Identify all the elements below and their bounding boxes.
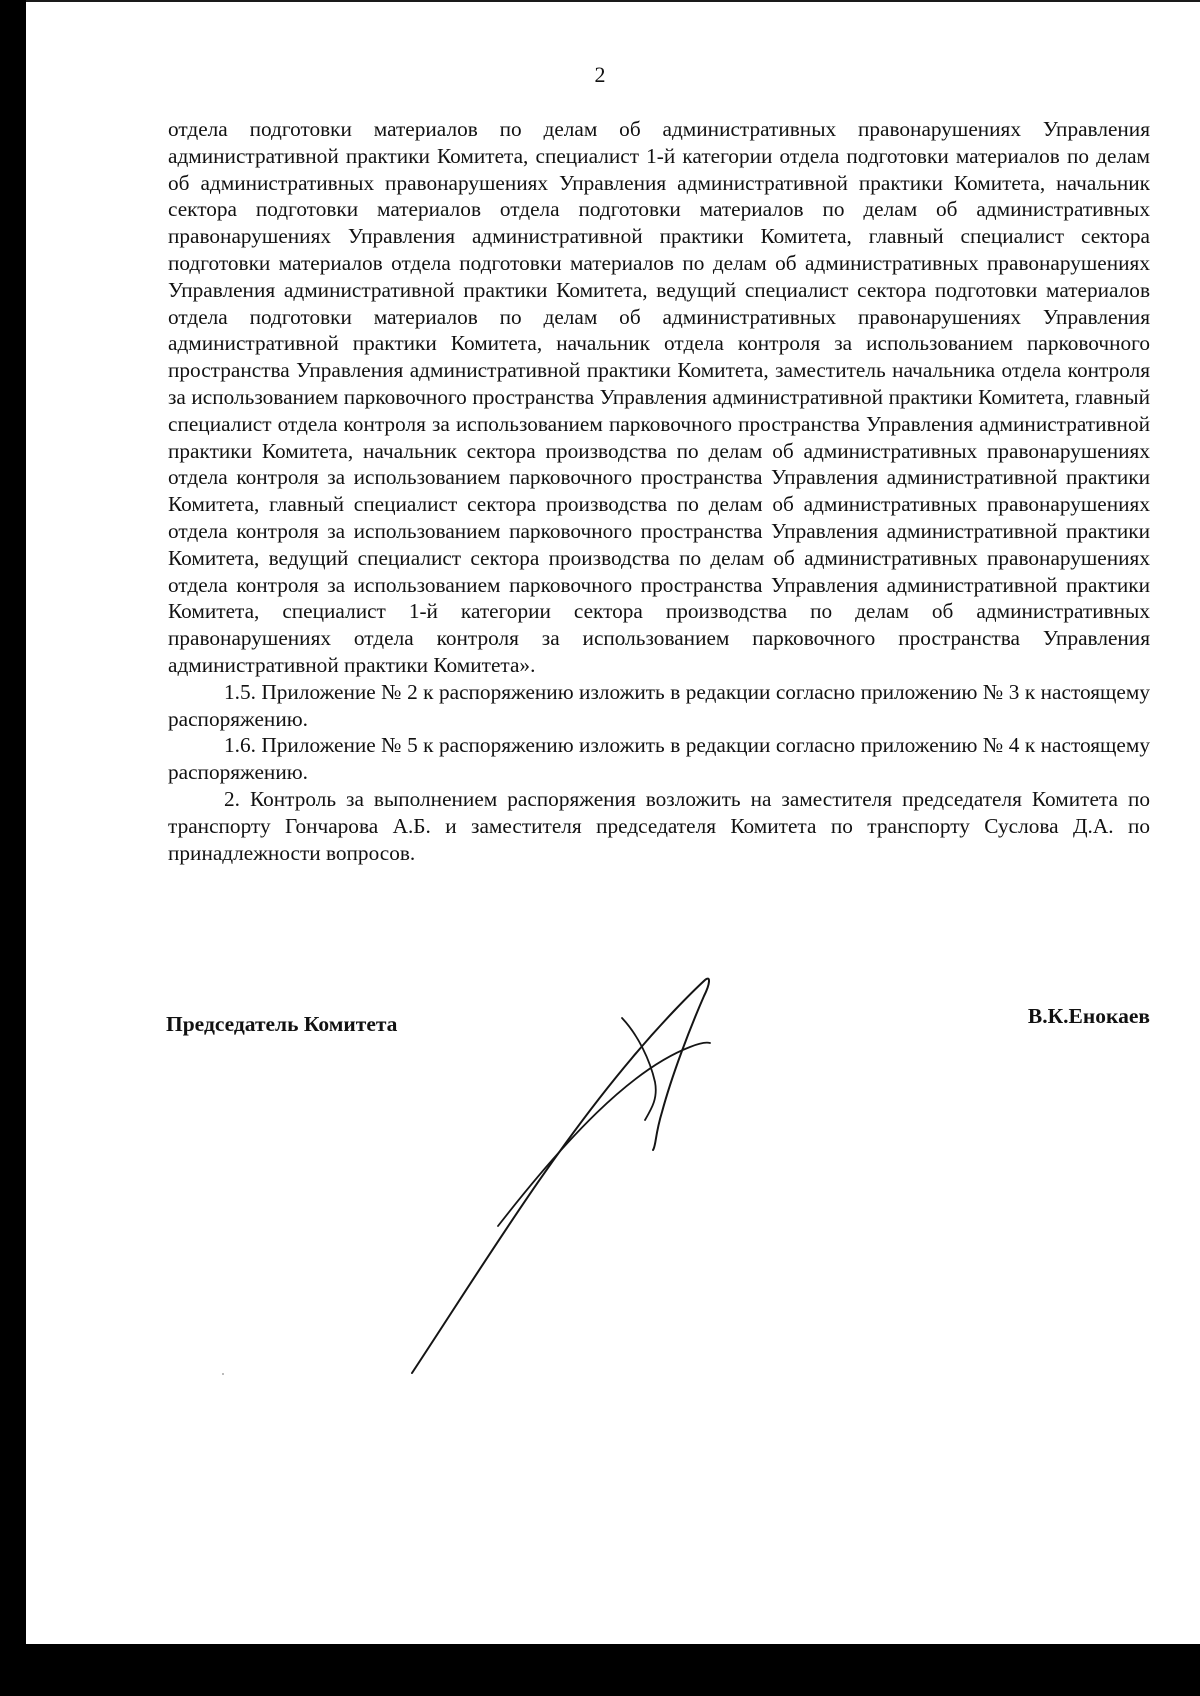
paragraph-continuation: отдела подготовки материалов по делам об административных правонарушениях Управления административной практики Комитета, специалист 1-й категории отдела подготовки материалов по делам об административных правонарушениях Управления административной практики Комитета, начальник сектора подготовки материалов отдела подготовки материалов по делам об административных правонарушениях Управления административной практики Комитета, главный специалист сектора подготовки материалов отдела подготовки материалов по делам об административных правонарушениях Управления административной практики Комитета, ведущий специалист сектора подготовки материалов отдела подготовки материалов по делам об административных правонарушениях Управления административной практики Комитета, начальник отдела контроля за использованием парковочного пространства Управления административной практики Комитета, заместитель начальника отдела контроля за использованием парковочного пространства Управления административной практики Комитета, главный специалист отдела контроля за использованием парковочного пространства Управления административной практики Комитета, начальник сектора производства по делам об административных правонарушениях отдела контроля за использованием парковочного пространства Управления административной практики Комитета, главный специалист сектора производства по делам об административных правонарушениях отдела контроля за использованием парковочного пространства Управления административной практики Комитета, ведущий специалист сектора производства по делам об административных правонарушениях отдела контроля за использованием парковочного пространства Управления административной практики Комитета, специалист 1-й категории сектора производства по делам об административных правонарушениях отдела контроля за использованием парковочного пространства Управления административной практики Комитета».: [168, 117, 1150, 677]
body-text: [168, 116, 1150, 866]
paragraph-item-2: 2. Контроль за выполнением распоряжения возложить на заместителя председателя Комитета по транспорту Гончарова А.Б. и заместителя председателя Комитета по транспорту Суслова Д.А. по принадлежности вопросов.: [168, 786, 1150, 865]
handwritten-signature: [400, 970, 780, 1390]
scan-left-edge: [0, 0, 26, 1696]
paragraph-item-1-6: 1.6. Приложение № 5 к распоряжению изложить в редакции согласно приложению № 4 к настоящему распоряжению.: [168, 733, 1150, 785]
scan-top-edge: [0, 0, 1200, 2]
page-number: 2: [594, 62, 606, 87]
scan-bottom-edge: [0, 1644, 1200, 1696]
signatory-title: Председатель Комитета: [166, 1012, 398, 1036]
scan-speck: [222, 1373, 224, 1375]
signatory-name: В.К.Енокаев: [1027, 1004, 1150, 1028]
paragraph-item-1-5: 1.5. Приложение № 2 к распоряжению изложить в редакции согласно приложению № 3 к настоящему распоряжению.: [168, 679, 1150, 731]
